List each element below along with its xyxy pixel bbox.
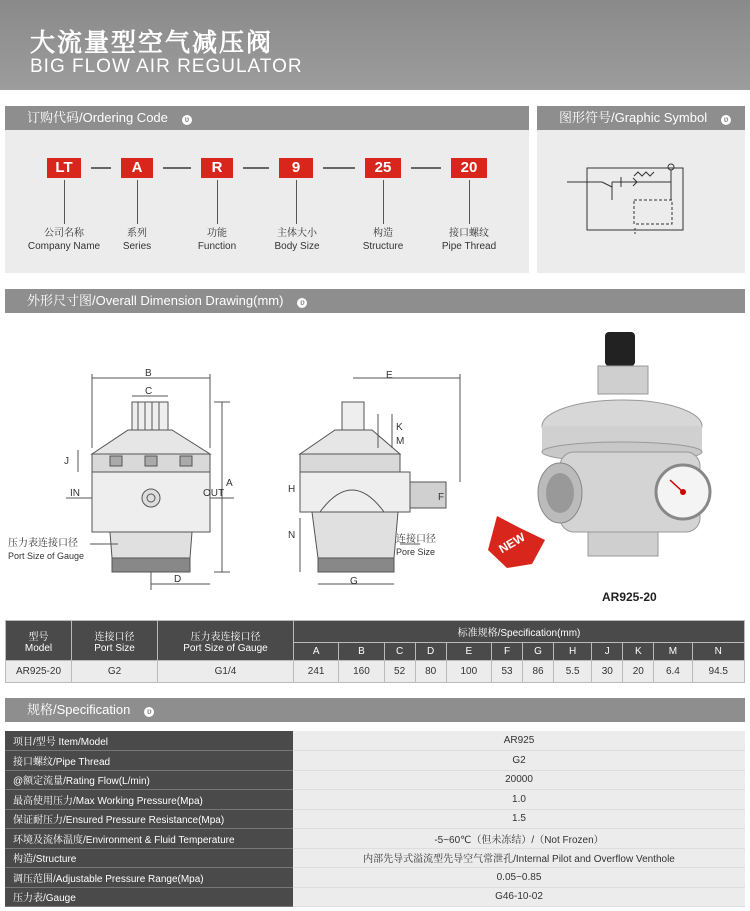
- specification-table: [5, 731, 745, 907]
- dim-header: K: [623, 643, 654, 661]
- cell-value: 94.5: [692, 661, 744, 683]
- label-function: 功能 Function: [197, 228, 237, 252]
- label-series: 系列 Series: [122, 228, 152, 252]
- code-company: LT: [47, 158, 81, 178]
- spec-key: 最高使用压力/Max Working Pressure(Mpa): [5, 790, 293, 810]
- spec-key: 保证耐压力/Ensured Pressure Resistance(Mpa): [5, 809, 293, 829]
- table-row: [5, 751, 745, 771]
- dim-label-d: D: [174, 574, 182, 585]
- dimension-drawing: [0, 318, 750, 616]
- drawing-area: [0, 318, 750, 616]
- title-cn: 大流量型空气减压阀: [30, 29, 274, 57]
- dim-label-n: N: [288, 530, 296, 541]
- code-dash: [163, 167, 191, 169]
- code-series: A: [121, 158, 153, 178]
- code-dash: [323, 167, 355, 169]
- product-model-label: AR925-20: [602, 590, 657, 604]
- title-en: BIG FLOW AIR REGULATOR: [30, 56, 303, 77]
- cell-value: 6.4: [654, 661, 692, 683]
- table-row: [5, 790, 745, 810]
- dim-header: J: [592, 643, 623, 661]
- gauge-port-label: 压力表连接口径 Port Size of Gauge: [8, 538, 85, 561]
- code-leader: [137, 180, 138, 224]
- table-row: [5, 868, 745, 888]
- dimension-table: [5, 620, 745, 683]
- label-pipe-thread: 接口螺纹 Pipe Thread: [441, 228, 497, 252]
- spec-value: G46-10-02: [293, 887, 745, 907]
- dim-header: G: [523, 643, 554, 661]
- code-dash: [91, 167, 111, 169]
- spec-value: G2: [293, 751, 745, 771]
- cell-model: AR925-20: [6, 661, 72, 683]
- code-dash: [243, 167, 269, 169]
- table-row: [5, 809, 745, 829]
- table-row: [5, 848, 745, 868]
- table-row: [6, 661, 745, 683]
- dim-header: E: [446, 643, 491, 661]
- spec-value: AR925: [293, 731, 745, 751]
- cell-value: 5.5: [554, 661, 592, 683]
- drawing-header: [5, 289, 745, 313]
- dim-label-k: K: [396, 422, 403, 433]
- pore-size-label: 连接口径 Pore Size: [396, 534, 436, 557]
- dim-header: N: [692, 643, 744, 661]
- code-pipe-thread: 20: [451, 158, 487, 178]
- table-row: [5, 829, 745, 849]
- spec-key: 调压范围/Adjustable Pressure Range(Mpa): [5, 868, 293, 888]
- col-standard: 标准规格/Specification(mm): [294, 621, 745, 643]
- specification-title: 规格/Specification: [27, 702, 131, 717]
- title-banner: [0, 0, 750, 90]
- col-port: 连接口径 Port Size: [72, 621, 158, 661]
- spec-key: 接口螺纹/Pipe Thread: [5, 751, 293, 771]
- cell-value: 53: [491, 661, 522, 683]
- table-row: [5, 770, 745, 790]
- label-structure: 构造 Structure: [362, 228, 404, 252]
- regulator-symbol-icon: [537, 130, 745, 273]
- code-dash: [411, 167, 441, 169]
- code-leader: [64, 180, 65, 224]
- arrow-down-icon: ʋ: [297, 298, 307, 308]
- code-body-size: 9: [279, 158, 313, 178]
- code-leader: [469, 180, 470, 224]
- cell-port: G2: [72, 661, 158, 683]
- dim-label-in: IN: [70, 488, 80, 499]
- table-row: [5, 731, 745, 751]
- code-function: R: [201, 158, 233, 178]
- spec-key: 环境及流体温度/Environment & Fluid Temperature: [5, 829, 293, 849]
- label-body-size: 主体大小 Body Size: [274, 228, 320, 252]
- spec-value: 1.5: [293, 809, 745, 829]
- graphic-symbol-panel: [537, 130, 745, 273]
- dim-header: C: [384, 643, 415, 661]
- ordering-code-header: [5, 106, 529, 130]
- dim-header: B: [339, 643, 384, 661]
- dim-label-h: H: [288, 484, 296, 495]
- dim-header: M: [654, 643, 692, 661]
- label-company: 公司名称 Company Name: [27, 228, 101, 252]
- dim-label-g: G: [350, 576, 358, 587]
- code-leader: [383, 180, 384, 224]
- cell-value: 100: [446, 661, 491, 683]
- arrow-down-icon: ʋ: [182, 115, 192, 125]
- col-model: 型号 Model: [6, 621, 72, 661]
- cell-value: 52: [384, 661, 415, 683]
- cell-value: 30: [592, 661, 623, 683]
- spec-value: 0.05~0.85: [293, 868, 745, 888]
- code-leader: [296, 180, 297, 224]
- specification-header: [5, 698, 745, 722]
- code-structure: 25: [365, 158, 401, 178]
- spec-key: 构造/Structure: [5, 848, 293, 868]
- new-badge: NEW: [496, 529, 528, 557]
- table-row: [5, 887, 745, 907]
- spec-value: 20000: [293, 770, 745, 790]
- code-leader: [217, 180, 218, 224]
- spec-value: 1.0: [293, 790, 745, 810]
- cell-value: 20: [623, 661, 654, 683]
- dim-label-c: C: [145, 386, 153, 397]
- spec-value: -5~60℃（但未冻结）/（Not Frozen）: [293, 829, 745, 849]
- dim-header: F: [491, 643, 522, 661]
- cell-gauge: G1/4: [158, 661, 294, 683]
- graphic-symbol-title: 图形符号/Graphic Symbol: [559, 110, 708, 125]
- cell-value: 160: [339, 661, 384, 683]
- cell-value: 241: [294, 661, 339, 683]
- dim-label-e: E: [386, 370, 393, 381]
- dim-label-out: OUT: [203, 488, 225, 499]
- col-gauge: 压力表连接口径 Port Size of Gauge: [158, 621, 294, 661]
- dim-header: A: [294, 643, 339, 661]
- dim-label-m: M: [396, 436, 405, 447]
- spec-key: @额定流量/Rating Flow(L/min): [5, 770, 293, 790]
- dim-header: H: [554, 643, 592, 661]
- dim-header: D: [415, 643, 446, 661]
- cell-value: 80: [415, 661, 446, 683]
- spec-key: 压力表/Gauge: [5, 887, 293, 907]
- dim-label-f: F: [438, 492, 445, 503]
- cell-value: 86: [523, 661, 554, 683]
- spec-value: 内部先导式溢流型先导空气常泄孔/Internal Pilot and Overflow Venthole: [293, 848, 745, 868]
- graphic-symbol-header: [537, 106, 745, 130]
- arrow-down-icon: ʋ: [144, 707, 154, 717]
- dim-label-a: A: [226, 478, 233, 489]
- ordering-code-title: 订购代码/Ordering Code: [27, 110, 168, 125]
- spec-key: 项目/型号 Item/Model: [5, 731, 293, 751]
- dim-label-j: J: [64, 456, 69, 467]
- arrow-down-icon: ʋ: [721, 115, 731, 125]
- dim-label-b: B: [145, 368, 152, 379]
- drawing-title: 外形尺寸图/Overall Dimension Drawing(mm): [27, 293, 284, 308]
